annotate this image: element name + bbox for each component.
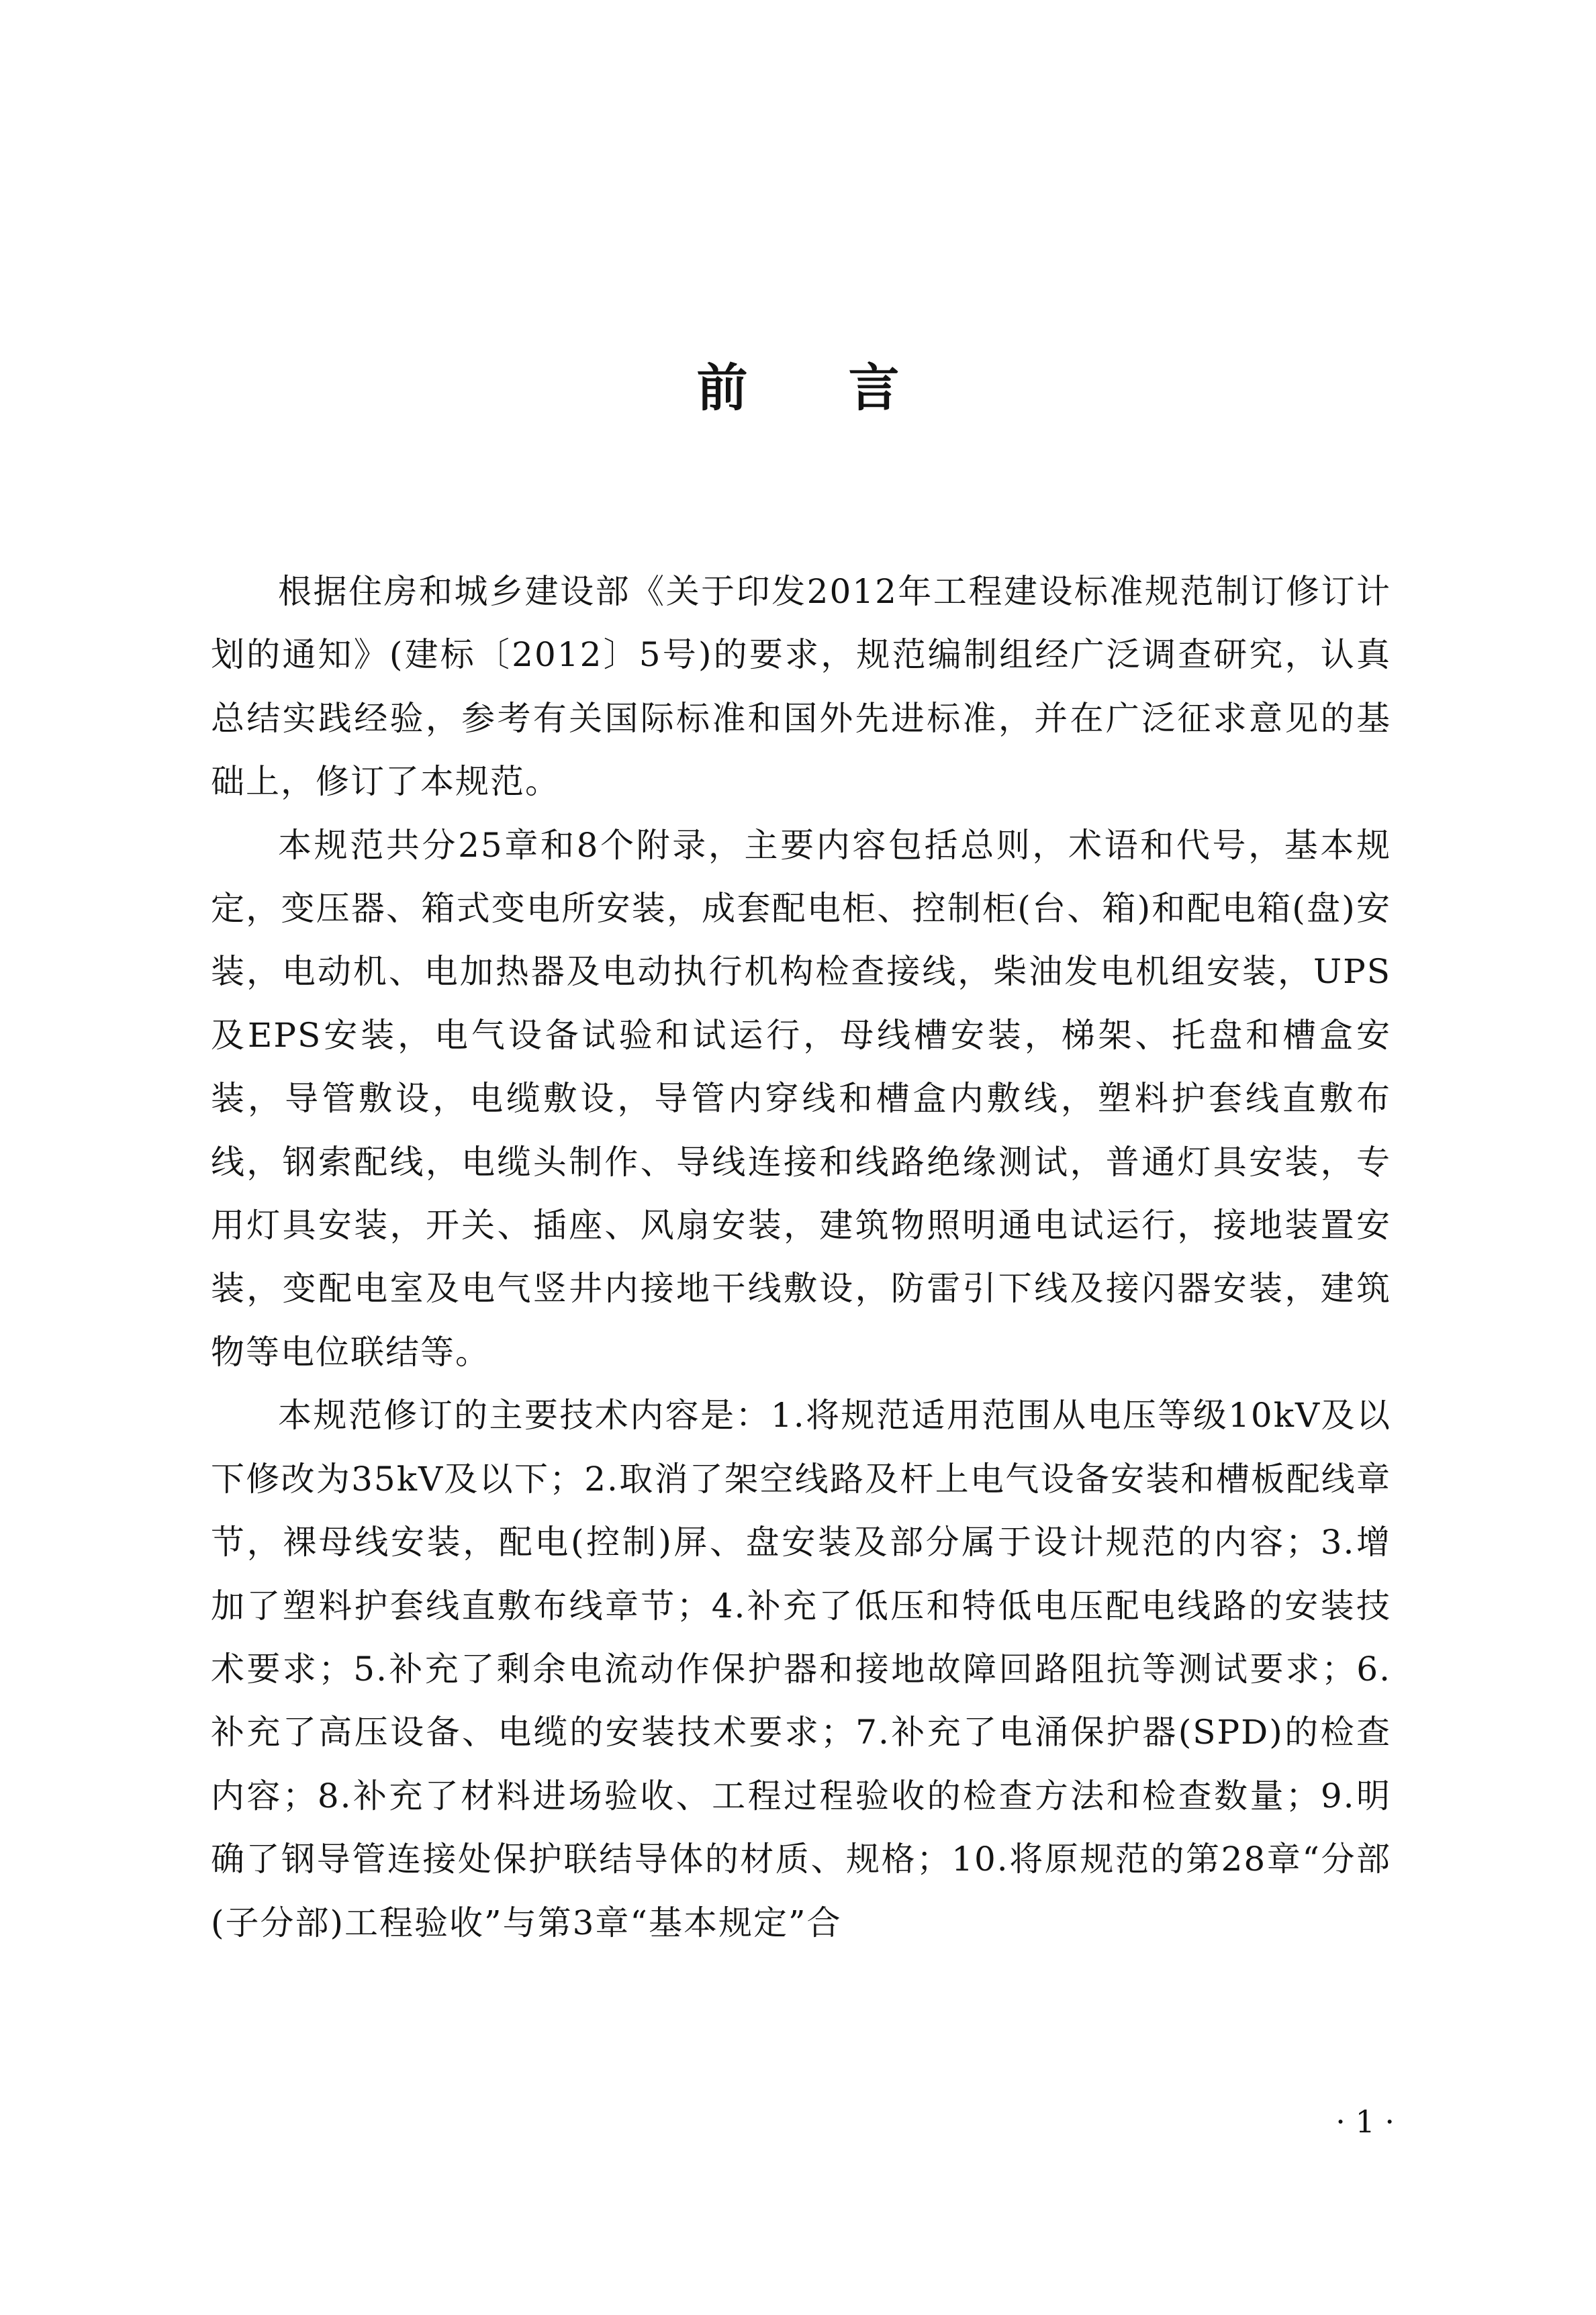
preface-body bbox=[211, 560, 1391, 1954]
paragraph-3: 本规范修订的主要技术内容是：1.将规范适用范围从电压等级10kV及以下修改为35kV及以下；2.取消了架空线路及杆上电气设备安装和槽板配线章节，裸母线安装，配电(控制)屏、盘安装及部分属于设计规范的内容；3.增加了塑料护套线直敷布线章节；4.补充了低压和特低电压配电线路的安装技术要求；5.补充了剩余电流动作保护器和接地故障回路阻抗等测试要求；6.补充了高压设备、电缆的安装技术要求；7.补充了电涌保护器(SPD)的检查内容；8.补充了材料进场验收、工程过程验收的检查方法和检查数量；9.明确了钢导管连接处保护联结导体的材质、规格；10.将原规范的第28章“分部(子分部)工程验收”与第3章“基本规定”合 bbox=[211, 1396, 1391, 1942]
page-number: · 1 · bbox=[1335, 2104, 1395, 2140]
paragraph-2: 本规范共分25章和8个附录，主要内容包括总则，术语和代号，基本规定，变压器、箱式变电所安装，成套配电柜、控制柜(台、箱)和配电箱(盘)安装，电动机、电加热器及电动执行机构检查接线，柴油发电机组安装，UPS及EPS安装，电气设备试验和试运行，母线槽安装，梯架、托盘和槽盒安装，导管敷设，电缆敷设，导管内穿线和槽盒内敷线，塑料护套线直敷布线，钢索配线，电缆头制作、导线连接和线路绝缘测试，普通灯具安装，专用灯具安装，开关、插座、风扇安装，建筑物照明通电试运行，接地装置安装，变配电室及电气竖井内接地干线敷设，防雷引下线及接闪器安装，建筑物等电位联结等。 bbox=[211, 825, 1391, 1372]
paragraph-1: 根据住房和城乡建设部《关于印发2012年工程建设标准规范制订修订计划的通知》(建标〔2012〕5号)的要求，规范编制组经广泛调查研究，认真总结实践经验，参考有关国际标准和国外先进标准，并在广泛征求意见的基础上，修订了本规范。 bbox=[211, 572, 1391, 802]
title-char-1: 前 bbox=[696, 358, 748, 418]
title-char-2: 言 bbox=[848, 358, 900, 418]
page-title bbox=[0, 355, 1596, 422]
